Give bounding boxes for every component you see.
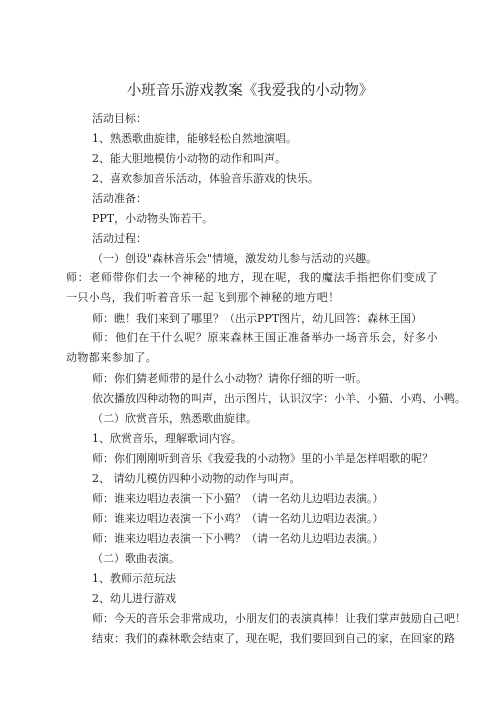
paragraph: 2、 请幼儿模仿四种小动物的动作与叫声。 <box>92 472 301 485</box>
paragraph: 1、教师示范玩法 <box>92 572 176 585</box>
paragraph: 师：你们猜老师带的是什么小动物？请你仔细的听一听。 <box>92 372 367 385</box>
paragraph: 师：老师带你们去一个神秘的地方，现在呢，我的魔法手指把你们变成了一只小鸟，我们听着音乐一起飞到那个神秘的地方吧！ <box>66 271 438 304</box>
preparation-text: PPT，小动物头饰若干。 <box>92 212 214 225</box>
section-heading-preparation: 活动准备： <box>92 192 147 205</box>
paragraph: 1、欣赏音乐，理解歌词内容。 <box>92 432 242 445</box>
paragraph: 结束：我们的森林歌会结束了，现在呢，我们要回到自己的家，在回家的路 <box>92 632 455 645</box>
section-heading-goals: 活动目标： <box>92 112 147 125</box>
goal-item: 2、能大胆地模仿小动物的动作和叫声。 <box>92 152 286 165</box>
paragraph: 师：谁来边唱边表演一下小鸭？（请一名幼儿边唱边表演。） <box>92 532 384 545</box>
paragraph: 师：他们在干什么呢？原来森林王国正准备举办一场音乐会，好多小动物都来参加了。 <box>66 331 438 364</box>
paragraph: 师：你们刚刚听到音乐《我爱我的小动物》里的小羊是怎样唱歌的呢？ <box>92 452 433 465</box>
paragraph: 依次播放四种动物的叫声，出示图片，认识汉字：小羊、小猫、小鸡、小鸭。 <box>92 392 466 405</box>
process-step-heading: （一）创设"森林音乐会"情境，激发幼儿参与活动的兴趣。 <box>92 252 378 265</box>
goal-item: 1、熟悉歌曲旋律，能够轻松自然地演唱。 <box>92 132 297 145</box>
paragraph: 2、幼儿进行游戏 <box>92 592 176 605</box>
section-heading-process: 活动过程： <box>92 232 147 245</box>
goal-item: 2、喜欢参加音乐活动，体验音乐游戏的快乐。 <box>92 172 319 185</box>
paragraph: 师：谁来边唱边表演一下小猫？（请一名幼儿边唱边表演。） <box>92 492 384 505</box>
process-step-heading: （二）歌曲表演。 <box>92 552 180 565</box>
paragraph: 师：瞧！我们来到了哪里？（出示PPT图片，幼儿回答：森林王国） <box>92 312 423 325</box>
document-title: 小班音乐游戏教案《我爱我的小动物》 <box>126 83 374 99</box>
paragraph: 师：谁来边唱边表演一下小鸡？（请一名幼儿边唱边表演。） <box>92 512 384 525</box>
paragraph: 师：今天的音乐会非常成功，小朋友们的表演真棒！让我们掌声鼓励自己吧！ <box>92 612 466 625</box>
process-step-heading: （二）欣赏音乐，熟悉歌曲旋律。 <box>92 412 257 425</box>
